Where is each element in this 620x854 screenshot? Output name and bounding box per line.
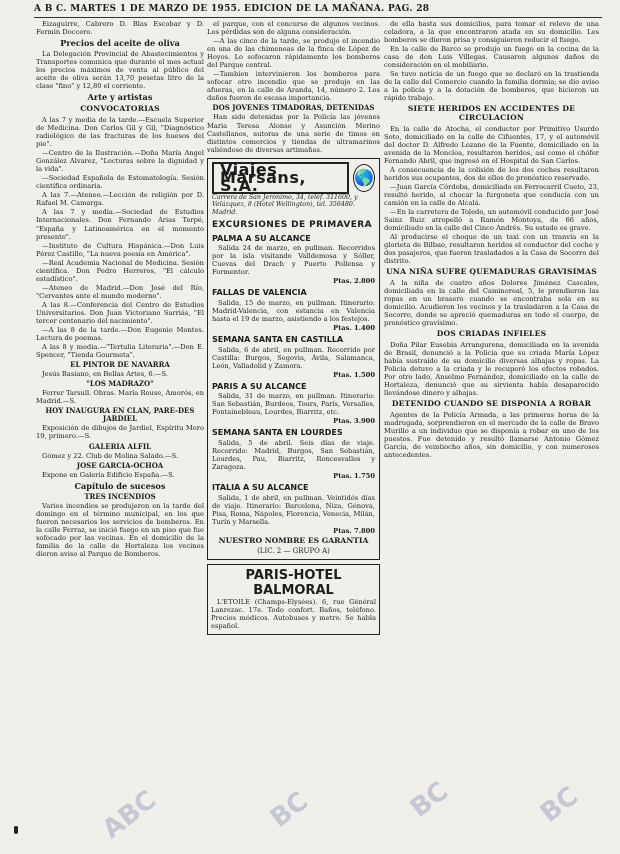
timadoras-title: DOS JOVENES TIMADORAS, DETENIDAS — [212, 103, 375, 113]
garcia-title: JOSE GARCIA-OCHOA — [76, 460, 164, 470]
page-header: A B C. MARTES 1 DE MARZO DE 1955. EDICION DE LA MAÑANA. PAG. 28 — [34, 4, 430, 14]
tour-price: Ptas. 3.900 — [333, 417, 375, 426]
col3-paragraph: de ella hasta sus domicilios, para tomar el relevo de una celadora, a la que encontraron atada en su domicilio. Los bomberos se dieron prisa y consiguieron reducir el fuego. — [384, 20, 599, 45]
oil-text: La Delegación Provincial de Abastecimientos y Transportes comunica que durante el mes actual los precios máximos de venta al público del aceite de oliva serán 13,70 pesetas litro de la clase "fino" y 12,80 el corriente. — [36, 50, 204, 91]
oil-title: Precios del aceite de oliva — [60, 38, 180, 49]
col2-paragraph: —A las cinco de la tarde, se produjo el incendio en una de las chimeneas de la finca de López de Hoyos. Lo sofocaron rápidamente los bomberos del Parque central. — [207, 37, 380, 70]
hotel-text: L'ETOILE (Champs-Elysées). 6, rue Général Lanrezac. 17e. Todo confort. Baños, teléfono. Precios módicos. Autobuses y metro. Se habla español. — [211, 597, 376, 631]
conv-item: A las 8.—Conferencia del Centro de Estudios Universitarios. Don Juan Victoriano Sarriás, "El tercer centenario del nacimiento". — [36, 300, 204, 326]
hotel-name: PARIS-HOTEL BALMORAL — [245, 567, 342, 598]
hotel-advertisement — [207, 564, 380, 635]
ad-license: (LIC. 2 — GRUPO A) — [257, 546, 330, 555]
conv-item: —Real Academia Nacional de Medicina. Sesión científica. Don Pedro Herreros, "El cálculo estadístico". — [36, 258, 204, 283]
arts-title: Arte y artistas — [87, 92, 153, 103]
travel-advertisement — [207, 158, 380, 560]
conv-item: —Ateneo de Madrid.—Don José del Río, "Cervantes ante el mundo moderno". — [36, 283, 204, 300]
convocatorias-title: CONVOCATORIAS — [80, 104, 160, 114]
header-rule — [34, 17, 602, 18]
incendios-text: Varios incendios se produjeron en la tarde del domingo en el término municipal, en los que fueron necesarios los servicios de bomberos. En la calle Ferraz, se inició fuego en un piso que fue sofocado por las vecinas. En el domicilio de la familia de la calle de Hortaleza los vecinos dieron aviso al Parque de Bomberos. — [36, 501, 204, 558]
col3-paragraph: Se tuvo noticia de un fuego que se declaró en la trastienda de la calle del Comercio cuando la familia dormía; se dio aviso a la policía y a la dotación de bomberos, que hicieron un rápido trabajo. — [384, 70, 599, 103]
globe-icon: 🌎 — [353, 164, 375, 192]
ad-guarantee: NUESTRO NOMBRE ES GARANTIA — [218, 535, 369, 545]
tour-price: Ptas. 1.400 — [333, 324, 375, 332]
jardiel-text: Exposición de dibujos de Jardiel, Espíritu Moro 19, primero.—S. — [36, 424, 204, 441]
tour-name: FALLAS DE VALENCIA — [212, 288, 307, 298]
conv-item: A las 7 y media.—Sociedad de Estudios Internacionales. Don Fernando Arias Terpé, "España y Latinoamérica en el momento presente". — [36, 208, 204, 241]
tour-price: Ptas. 1.750 — [333, 472, 375, 481]
tour-name: ITALIA A SU ALCANCE — [212, 483, 309, 493]
heridos-item: —Juan García Córdoba, domiciliado en Ferrocarril Cueto, 23, resultó herido, al chocar la furgoneta que conducía con un camión en la calle de Alcalá. — [384, 182, 599, 208]
heridos-item: —En la carretera de Toledo, un automóvil conducido por José Sainz Ruiz atropelló a Ramón Montoya, de 66 años, domiciliado en la calle del Cinco Andrés. Su estado es grave. — [384, 208, 599, 233]
tour-text: Salida 24 de marzo, en pullman. Recorridos por la isla visitando Valldemosa y Sóller, Cuevas del Drach y Puerto Pollensa y Formentor. — [212, 244, 375, 277]
tour-price: Ptas. 1.500 — [333, 370, 375, 379]
col3-paragraph: En la calle de Barco se produjo un fuego en la cocina de la casa de don Luis Villegas. Causaron algunos daños de consideración en el mobiliario. — [384, 45, 599, 70]
abc-watermark: BC — [404, 776, 455, 824]
conv-item: A las 8 y media.—"Tertulia Literaria".—Don E. Spencer, "Tienda Gourmeta". — [36, 343, 204, 360]
jardiel-title: HOY INAUGURA EN CLAN, PARE-DES JARDIEL — [45, 406, 195, 424]
column-1 — [36, 20, 204, 846]
conv-item: —Sociedad Española de Estomatología. Sesión científica ordinaria. — [36, 174, 204, 191]
tour-text: Salida, 5 de abril. Seis días de viaje. Recorrido: Madrid, Burgos, San Sebastián, Lourdes, Pau, Biarritz, Roncesvalles y Zaragoza. — [212, 438, 375, 472]
binding-mark — [14, 826, 18, 834]
conv-item: A las 7 y media de la tarde.—Escuela Superior de Medicina. Don Carlos Gil y Gil, "Diagnóstico radiológico de las fracturas de los huesos del pie". — [36, 115, 204, 149]
heridos-item: Al producirse el choque de un taxi con un tranvía en la glorieta de Bilbao, resultaron heridos el conductor del coche y dos pasajeros, que fueron trasladados a la Casa de Socorro del distrito. — [384, 233, 599, 266]
col2-paragraph: —Tambien intervinieron los bomberos para sofocar otro incendio que se produjo en las afueras, en la calle de Aranda, 14, número 2. Los daños fueron de escasa importancia. — [207, 70, 380, 103]
criadas-title: DOS CRIADAS INFIELES — [436, 329, 547, 339]
tour-text: Salida, 31 de marzo, en pullman. Itinerario: San Sebastián, Burdeos, Tours, París, Versalles, Fontainebleau, Lourdes, Biarritz, etc. — [212, 392, 375, 417]
tour-price: Ptas. 2.800 — [333, 277, 375, 286]
tour-name: SEMANA SANTA EN CASTILLA — [212, 335, 344, 345]
conv-item: A las 7.—Ateneo.—Lección de religión por D. Rafael M. Camarga. — [36, 191, 204, 208]
tour-name: SEMANA SANTA EN LOURDES — [212, 428, 343, 438]
detenido-title: DETENIDO CUANDO SE DISPONIA A ROBAR — [391, 399, 592, 409]
nina-text: A la niña de cuatro años Dolores Jiménez Cascales, domiciliada en la calle del Caminoreal, 5, le prendieron las ropas en un brasero cuando se encontraba sola en su domicilio. Acudieron los vecinos y la trasladaron a la Casa de Socorro, donde se apreció quemaduras en todo el cuerpo, de pronóstico gravísimo. — [384, 279, 599, 328]
alfil-title: GALERIA ALFIL — [88, 441, 152, 451]
ad-brand: Viajes Marsans, S.A. — [212, 162, 349, 194]
tour-name: PARIS A SU ALCANCE — [212, 381, 307, 391]
ad-title: EXCURSIONES DE PRIMAVERA — [212, 219, 372, 230]
tour-text: Salida, 15 de marzo, en pullman. Itinerario: Madrid-Valencia, con estancia en Valencia hasta el 19 de marzo, asistiendo a los festejos. — [212, 298, 375, 323]
conv-item: —Instituto de Cultura Hispánica.—Don Luis Pérez Castillo, "La nueva poesía en América". — [36, 241, 204, 258]
heridos-item: En la calle de Atocha, el conductor por Primitivo Usurdo Soto, domiciliado en la calle de Cifuentes, 17, y el automóvil del doctor D. Alfredo Lozano de la Fuente, domiciliado en la avenida de la Moncloa, resultaron heridos, así como el chófer Fernando Abril, que ingresó en el Hospital de San Carlos. — [384, 124, 599, 165]
abc-watermark: BC — [264, 786, 315, 834]
tour-name: PALMA A SU ALCANCE — [212, 233, 311, 243]
timadoras-text: Han sido detenidas por la Policía las jóvenes Maria Teresa Alonso y Asunción Merino Castellanos, autoras de una serie de timos en distintos comercios y tiendas de ultramarinos valiéndose de diversas artimañas. — [207, 113, 380, 154]
madrazo-title: "LOS MADRAZO" — [86, 379, 154, 389]
detenido-text: Agentes de la Policía Armada, a las primeras horas de la madrugada, sorprendieron en el mercado de la calle de Bravo Murillo a un individuo que se disponía a robar en uno de los puestos. Fue detenido y resultó llamarse Antonio Gómez García, de veintiocho años, sin domicilio, y con numerosos antecedentes. — [384, 410, 599, 460]
criadas-text: Doña Pilar Eusebia Arrangurena, domiciliada en la avenida de Brasil, denunció a la Policía que su criada María López había sustraído de su domicilio diversas alhajas y ropas. La Policía detuvo a la criada y le recuperó los efectos robados. Por otro lado, Anselmo Fernández, domiciliado en la calle de Hortaleza, denunció que su sirvienta había desaparecido llevándose dinero y alhajas. — [384, 340, 599, 398]
column-3 — [384, 20, 599, 846]
ad-address: Carrera de San Jerónimo, 34, teléf. 311600, y Velázquez, 8 (Hotel Wellington), tel. 356480. Madrid. — [212, 193, 358, 217]
navarra-text: Jesús Basiano, en Bellas Artes, 6.—S. — [42, 370, 168, 379]
garcia-text: Expone en Galería Edificio España.—S. — [42, 470, 175, 479]
tour-price: Ptas. 7.800 — [333, 526, 375, 535]
navarra-title: EL PINTOR DE NAVARRA — [70, 360, 170, 370]
abc-watermark: BC — [534, 781, 585, 829]
col2-paragraph: el parque, con el concurso de algunos vecinos. Los pérdidas son de alguna consideración. — [207, 20, 380, 37]
tour-text: Salida, 1 de abril, en pullman. Veintidós días de viaje. Itinerario: Barcelona, Niza, Génova, Pisa, Roma, Nápoles, Florencia, Venecia, Milán, Turín y Marsella. — [212, 493, 375, 526]
conv-item: —Centro de la Ilustración.—Doña María Angel González Alvarez, "Lecturas sobre la dignidad y la vida". — [36, 149, 204, 174]
tour-text: Salida, 6 de abril, en pullman. Recorrido por Castilla: Burgos, Segovia, Ávila, Salamanca, León, Valladolid y Zamora. — [212, 345, 375, 370]
heridos-item: A consecuencia de la colisión de los dos coches resultaron heridos sus ocupantes, dos de ellos de pronóstico reservado. — [384, 165, 599, 182]
sucesos-title: Capítulo de sucesos — [74, 480, 166, 491]
ad-logo-row — [212, 159, 375, 195]
madrazo-text: Ferrer Tarsull. Obras. María Rouse, Amorós, en Madrid.—S. — [36, 389, 204, 406]
intro-text: Eizaguirre, Cabrero D. Blas Escobar y D. Fermin Doccero. — [36, 20, 204, 37]
column-2 — [207, 20, 380, 846]
abc-watermark: ABC — [97, 785, 163, 845]
alfil-text: Gómez y 22. Club de Molina Salado.—S. — [42, 451, 179, 460]
incendios-title: TRES INCENDIOS — [84, 491, 156, 501]
conv-item: —A las 8 de la tarde.—Don Eugenio Montes. Lectura de poemas. — [36, 326, 204, 343]
heridos-title: SIETE HERIDOS EN ACCIDENTES DE CIRCULACION — [407, 104, 576, 123]
nina-title: UNA NIÑA SUFRE QUEMADURAS GRAVISIMAS — [386, 267, 597, 277]
